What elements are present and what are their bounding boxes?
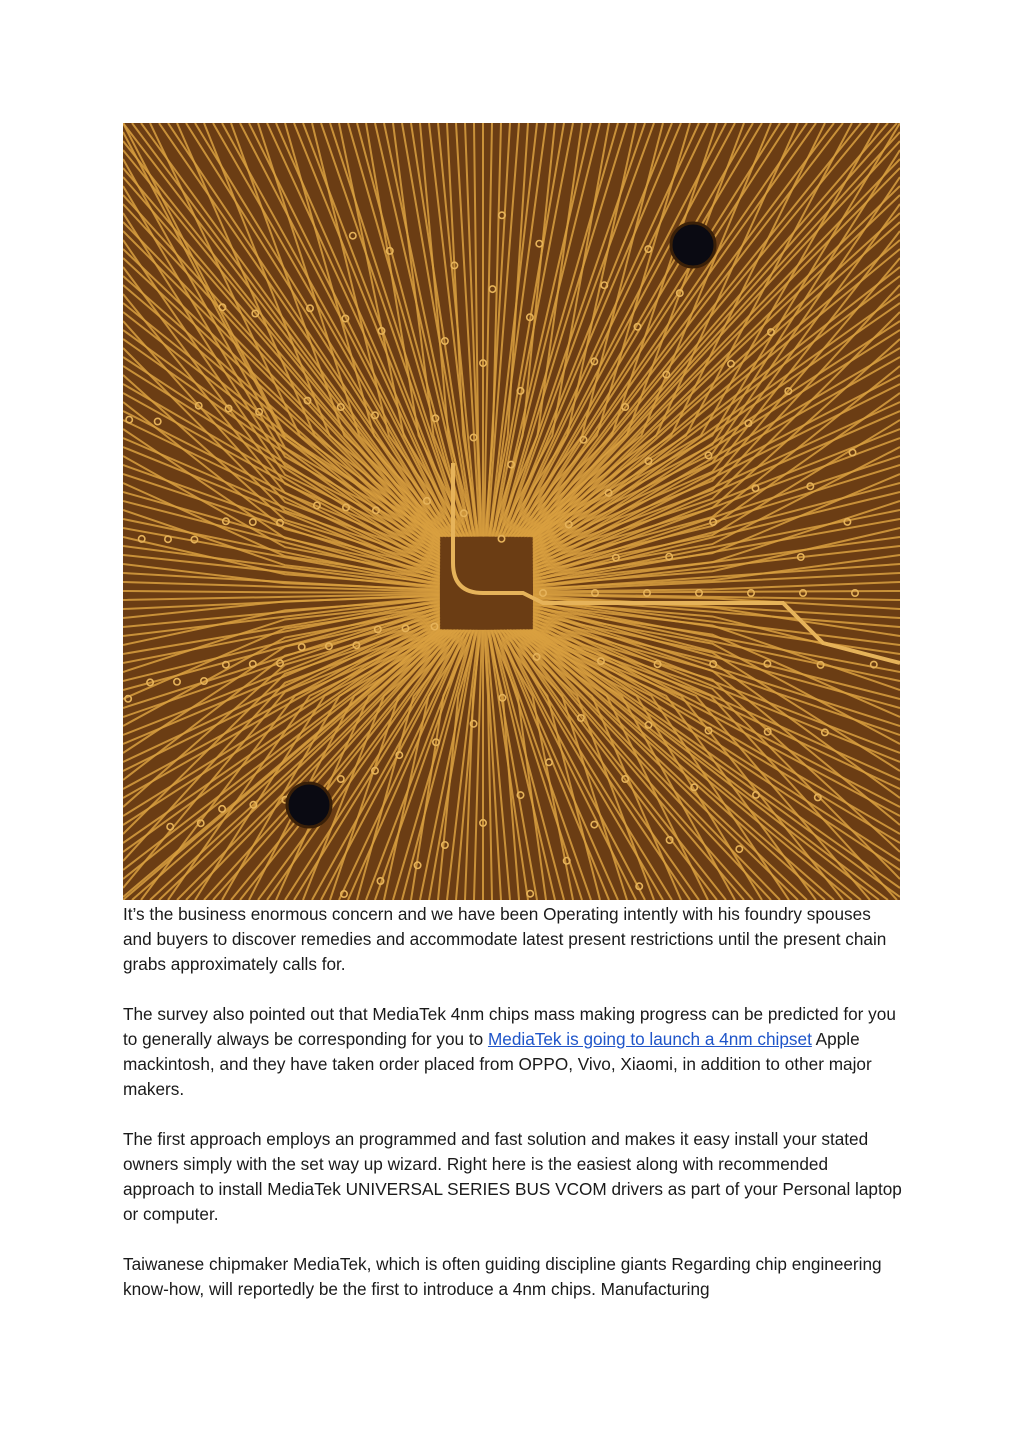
circuit-board-image [123,123,900,900]
mediatek-4nm-link[interactable]: MediaTek is going to launch a 4nm chipset [487,1029,812,1049]
paragraph-3: The first approach employs an programmed and fast solution and makes it easy install your stated owners simply with the set way up wizard. Right here is the easiest along with recommended approach to install MediaTek UNIVERSAL SERIES BUS VCOM drivers as part of your Personal laptop or computer. [123,1129,902,1224]
paragraph-2-before: The survey also pointed out that MediaTek 4nm chips mass making progress can be predicted for you to generally always be corresponding for you to [123,1004,896,1049]
paragraph-1: It’s the business enormous concern and we have been Operating intently with his foundry spouses and buyers to discover remedies and accommodate latest present restrictions until the present chain grabs approximately calls for. [123,904,887,974]
paragraph-2-after: Apple mackintosh, and they have taken order placed from OPPO, Vivo, Xiaomi, in addition to other major makers. [123,1029,872,1099]
circuit-board-graphic [123,123,900,900]
mounting-hole [671,223,715,267]
mounting-hole [287,783,331,827]
paragraph-4: Taiwanese chipmaker MediaTek, which is often guiding discipline giants Regarding chip engineering know-how, will reportedly be the first to introduce a 4nm chips. Manufacturing [123,1254,882,1299]
article-body [123,902,903,1327]
paragraph-2 [123,1002,903,1102]
